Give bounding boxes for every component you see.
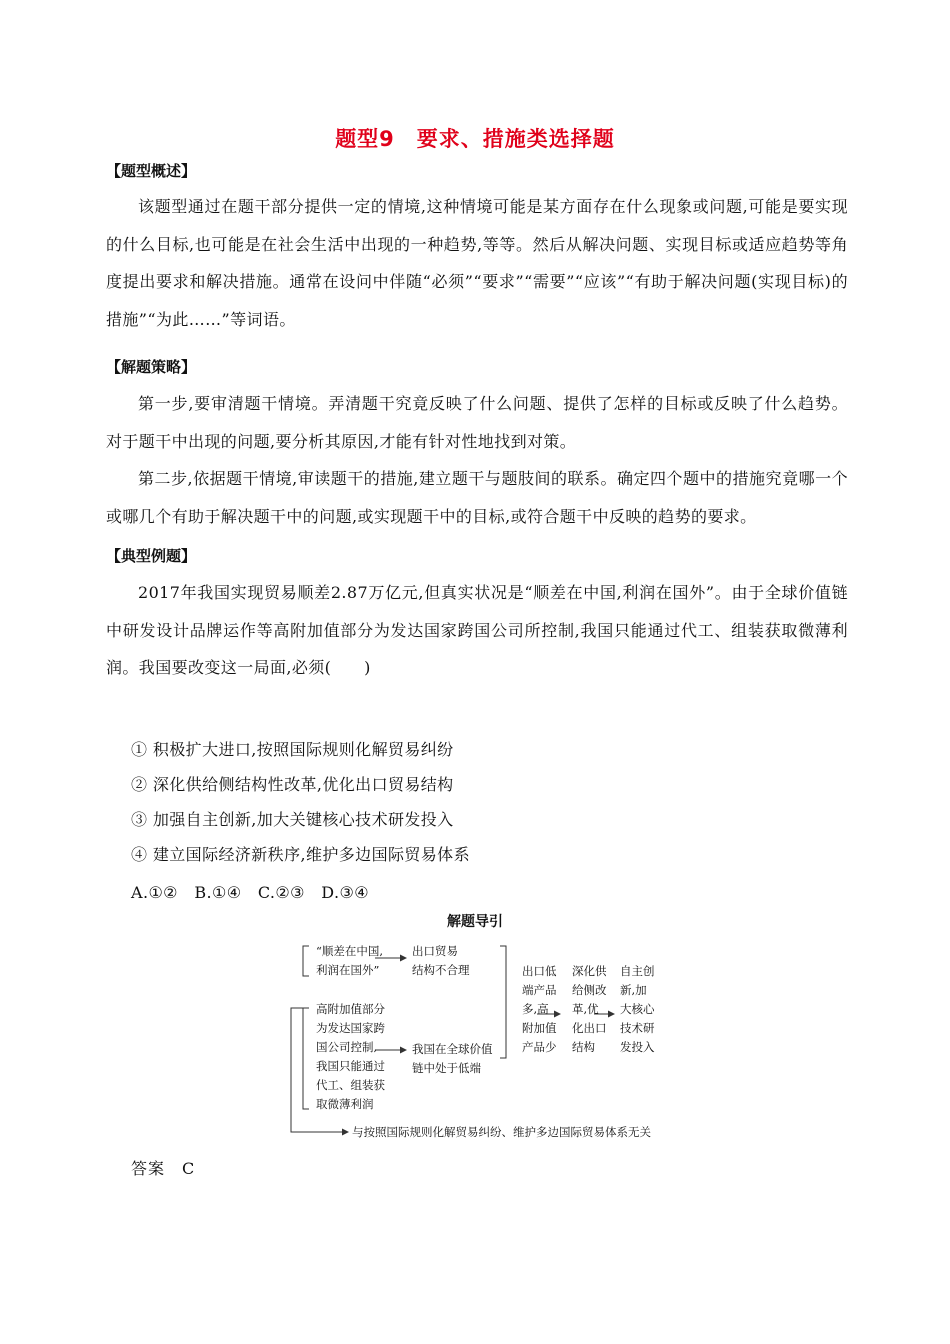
bracket-box2 xyxy=(303,1008,309,1109)
answer: 答案 C xyxy=(131,1159,196,1178)
diagram-box4: 我国在全球价值 链中处于低端 xyxy=(412,1042,493,1075)
option-3: ③ 加强自主创新,加大关键核心技术研发投入 xyxy=(131,810,454,829)
bracket-right xyxy=(500,946,506,1058)
section-heading-overview: 【 题型概述 】 xyxy=(106,160,196,181)
diagram-col1: 出口低 端产品 多,高 附加值 产品少 xyxy=(522,964,557,1054)
diagram-col2: 深化供 给侧改 革,优 化出口 结构 xyxy=(572,964,607,1054)
page-title: 题型9 要求、措施类选择题 xyxy=(335,127,615,151)
strategy-step1: 第一步,要审清题干情境。弄清题干究竟反映了什么问题、提供了怎样的目标或反映了什么趋势。对于题干中出现的问题,要分析其原因,才能有针对性地找到对策。 xyxy=(106,394,848,451)
diagram-title: 解题导引 xyxy=(447,914,503,930)
option-2: ② 深化供给侧结构性改革,优化出口贸易结构 xyxy=(131,775,454,794)
diagram-box2: 高附加值部分 为发达国家跨 国公司控制, 我国只能通过 代工、组装获 取微薄利润 xyxy=(316,1002,385,1111)
overview-paragraph: 该题型通过在题干部分提供一定的情境,这种情境可能是某方面存在什么现象或问题,可能是要实现的什么目标,也可能是在社会生活中出现的一种趋势,等等。然后从解决问题、实现目标或适应趋势等角度提出要求和解决措施。通常在设问中伴随“必须”“要求”“需要”“应该”“有助于解决问题(实现目标)的措施”“为此……”等词语。 xyxy=(106,197,848,329)
diagram-box1: “顺差在中国, 利润在国外” xyxy=(316,944,384,977)
diagram-col3: 自主创 新,加 大核心 技术研 发投入 xyxy=(620,964,655,1054)
section-heading-example: 【 典型例题 】 xyxy=(106,545,196,566)
option-4: ④ 建立国际经济新秩序,维护多边国际贸易体系 xyxy=(131,845,470,864)
option-1: ① 积极扩大进口,按照国际规则化解贸易纠纷 xyxy=(131,740,454,759)
bracket-box1 xyxy=(303,946,309,976)
diagram-bottom-note: 与按照国际规则化解贸易纠纷、维护多边国际贸易体系无关 xyxy=(352,1125,651,1139)
section-heading-strategy: 【 解题策略 】 xyxy=(106,356,196,377)
strategy-step2: 第二步,依据题干情境,审读题干的措施,建立题干与题肢间的联系。确定四个题中的措施究竟哪一个或哪几个有助于解决题干中的问题,或实现题干中的目标,或符合题干中反映的趋势的要求。 xyxy=(106,469,848,526)
example-question: 2017年我国实现贸易顺差2.87万亿元,但真实状况是“顺差在中国,利润在国外”。由于全球价值链中研发设计品牌运作等高附加值部分为发达国家跨国公司所控制,我国只能通过代工、组装获取微薄利润。我国要改变这一局面,必须( ) xyxy=(106,583,848,677)
answer-choices: A.①② B.①④ C.②③ D.③④ xyxy=(131,883,369,902)
diagram-box3: 出口贸易 结构不合理 xyxy=(412,944,470,977)
